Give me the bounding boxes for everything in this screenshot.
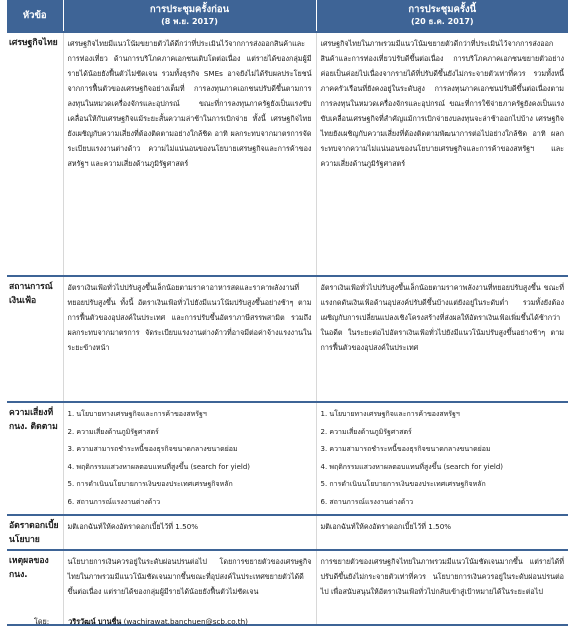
author-label: โดย: xyxy=(34,617,50,626)
table-row-mpc-rationale xyxy=(7,550,568,625)
row-previous-text: มติเอกฉันท์ให้คงอัตราดอกเบี้ยไว้ที่ 1.50% xyxy=(63,515,316,550)
list-item: 1. นโยบายทางเศรษฐกิจและการค้าของสหรัฐฯ xyxy=(320,410,460,418)
row-topic: อัตราดอกเบี้ยนโยบาย xyxy=(7,515,63,550)
row-previous-risk-list xyxy=(63,402,316,515)
list-item: 3. ความสามารถชำระหนี้ของธุรกิจขนาดกลางขนาดย่อม xyxy=(67,445,238,453)
row-current-text: การขยายตัวของเศรษฐกิจไทยในภาพรวมมีแนวโน้มชัดเจนมากขึ้น แต่รายได้ที่ปรับดีขึ้นยังไม่กระจายตัวเท่าที่ควร นโยบายการเงินควรอยู่ในระดับผ่อนปรนต่อไป เพื่อสนับสนุนให้อัตราเงินเฟ้อทั่วไปกลับเข้าสู่เป้าหมายได้ในระยะต่อไป xyxy=(316,550,568,625)
list-item: 4. พฤติกรรมแสวงหาผลตอบแทนที่สูงขึ้น (search for yield) xyxy=(320,462,504,471)
row-previous-text: เศรษฐกิจไทยมีแนวโน้มขยายตัวได้ดีกว่าที่ประเมินไว้จากการส่งออกสินค้าและการท่องเที่ยว ด้านการบริโภคภาคเอกชนเติบโตต่อเนื่อง แต่รายได้ของกลุ่มผู้มีรายได้น้อยยังฟื้นตัวไม่ชัดเจน รวมทั้งธุรกิจ SMEs อาจยังไม่ได้รับผลประโยชน์จากการฟื้นตัวของเศรษฐกิจอย่างเต็มที่ การลงทุนภาคเอกชนปรับดีขึ้นตามการลงทุนในหมวดเครื่องจักรและอุปกรณ์ ขณะที่การลงทุนภาครัฐยังเป็นแรงขับเคลื่อนให้กับเศรษฐกิจแม้ระยะสั้นความล่าช้าในการเบิกจ่าย ทั้งนี้ เศรษฐกิจไทยยังเผชิญกับความเสี่ยงที่ต้องติดตามอย่างใกล้ชิด อาทิ ผลกระทบจากมาตรการจัดระเบียบแรงงานต่างด้าว ความไม่แน่นอนของนโยบายเศรษฐกิจและการค้าของสหรัฐฯ และความเสี่ยงด้านภูมิรัฐศาสตร์ xyxy=(63,32,316,276)
row-topic: เศรษฐกิจไทย xyxy=(7,32,63,276)
header-current-date: (20 ธ.ค. 2017) xyxy=(410,16,474,26)
header-previous-meeting xyxy=(63,0,316,32)
author-credit xyxy=(34,617,248,628)
author-email: (wachirawat.banchuen@scb.co.th) xyxy=(123,617,248,626)
list-item: 5. การดำเนินนโยบายการเงินของประเทศเศรษฐกิจหลัก xyxy=(320,480,486,488)
list-item: 2. ความเสี่ยงด้านภูมิรัฐศาสตร์ xyxy=(67,427,159,436)
list-item: 1. นโยบายทางเศรษฐกิจและการค้าของสหรัฐฯ xyxy=(67,410,207,418)
row-topic: เหตุผลของ กนง. xyxy=(7,550,63,625)
table-row-policy-rate xyxy=(7,515,568,550)
header-topic: หัวข้อ xyxy=(7,0,63,32)
row-current-text: อัตราเงินเฟ้อทั่วไปปรับสูงขึ้นเล็กน้อยตามราคาพลังงานที่ทยอยปรับสูงขึ้น ขณะที่แรงกดดันเงินเฟ้อด้านอุปสงค์ปรับดีขึ้นบ้างแต่ยังอยู่ในระดับต่ำ รวมทั้งยังต้องเผชิญกับการเปลี่ยนแปลงเชิงโครงสร้างที่ส่งผลให้อัตราเงินเฟ้อเพิ่มขึ้นได้ช้ากว่าในอดีต ในระยะต่อไปอัตราเงินเฟ้อทั่วไปยังมีแนวโน้มปรับสูงขึ้นอย่างช้าๆ ตามการฟื้นตัวของอุปสงค์ในประเทศ xyxy=(316,276,568,402)
row-previous-text: อัตราเงินเฟ้อทั่วไปปรับสูงขึ้นเล็กน้อยตามราคาอาหารสดและราคาพลังงานที่ทยอยปรับสูงขึ้น ทั้งนี้ อัตราเงินเฟ้อทั่วไปยังมีแนวโน้มปรับสูงขึ้นอย่างช้าๆ ตามการฟื้นตัวของอุปสงค์ในประเทศ และการปรับขึ้นอัตราภาษีสรรพสามิต รวมถึงผลกระทบจากมาตรการ จัดระเบียบแรงงานต่างด้าวที่อาจมีต่อค่าจ้างแรงงานในระยะข้างหน้า xyxy=(63,276,316,402)
header-previous-date: (8 พ.ย. 2017) xyxy=(161,16,218,26)
table-row-thai-economy xyxy=(7,32,568,276)
row-current-text: เศรษฐกิจไทยในภาพรวมมีแนวโน้มขยายตัวดีกว่าที่ประเมินไว้จากการส่งออกสินค้าและการท่องเที่ยวปรับดีขึ้นต่อเนื่อง การบริโภคภาคเอกชนขยายตัวอย่างค่อยเป็นค่อยไปเนื่องจากรายได้ที่ปรับดีขึ้นยังไม่กระจายตัวเท่าที่ควร รวมทั้งหนี้ภาคครัวเรือนที่ยังคงอยู่ในระดับสูง การลงทุนภาคเอกชนปรับดีขึ้นต่อเนื่องตามการลงทุนในหมวดเครื่องจักรและอุปกรณ์ ขณะที่การใช้จ่ายภาครัฐยังคงเป็นแรงขับเคลื่อนเศรษฐกิจที่สำคัญแม้การเบิกจ่ายงบลงทุนจะล่าช้าออกไปบ้าง เศรษฐกิจไทยยังเผชิญกับความเสี่ยงที่ต้องติดตามพัฒนาการต่อไปอย่างใกล้ชิด อาทิ ผลกระทบจากความไม่แน่นอนของนโยบายเศรษฐกิจและการค้าของสหรัฐฯ และความเสี่ยงด้านภูมิรัฐศาสตร์ xyxy=(316,32,568,276)
author-name: วริรวัฒน์ บานชื่น xyxy=(68,617,122,626)
list-item: 4. พฤติกรรมแสวงหาผลตอบแทนที่สูงขึ้น (search for yield) xyxy=(67,462,251,471)
header-previous-title: การประชุมครั้งก่อน xyxy=(149,3,230,15)
list-item: 6. สถานการณ์แรงงานต่างด้าว xyxy=(67,497,161,506)
comparison-table xyxy=(7,0,568,626)
document-page xyxy=(7,0,568,626)
list-item: 6. สถานการณ์แรงงานต่างด้าว xyxy=(320,497,414,506)
row-topic: ความเสี่ยงที่ กนง. ติดตาม xyxy=(7,402,63,515)
table-header-row xyxy=(7,0,568,32)
table-row-risks xyxy=(7,402,568,515)
list-item: 3. ความสามารถชำระหนี้ของธุรกิจขนาดกลางขนาดย่อม xyxy=(320,445,491,453)
row-topic: สถานการณ์เงินเฟ้อ xyxy=(7,276,63,402)
header-current-title: การประชุมครั้งนี้ xyxy=(408,3,477,15)
table-row-inflation xyxy=(7,276,568,402)
list-item: 2. ความเสี่ยงด้านภูมิรัฐศาสตร์ xyxy=(320,427,412,436)
row-current-text: มติเอกฉันท์ให้คงอัตราดอกเบี้ยไว้ที่ 1.50% xyxy=(316,515,568,550)
header-current-meeting xyxy=(316,0,568,32)
row-previous-text: นโยบายการเงินควรอยู่ในระดับผ่อนปรนต่อไป โดยการขยายตัวของเศรษฐกิจไทยในภาพรวมมีแนวโน้มชัดเจนมากขึ้นขณะที่อุปสงค์ในประเทศขยายตัวได้ดีขึ้นต่อเนื่อง แต่รายได้ของกลุ่มผู้มีรายได้น้อยยังฟื้นตัวไม่ชัดเจน xyxy=(63,550,316,625)
list-item: 5. การดำเนินนโยบายการเงินของประเทศเศรษฐกิจหลัก xyxy=(67,480,233,488)
row-current-risk-list xyxy=(316,402,568,515)
